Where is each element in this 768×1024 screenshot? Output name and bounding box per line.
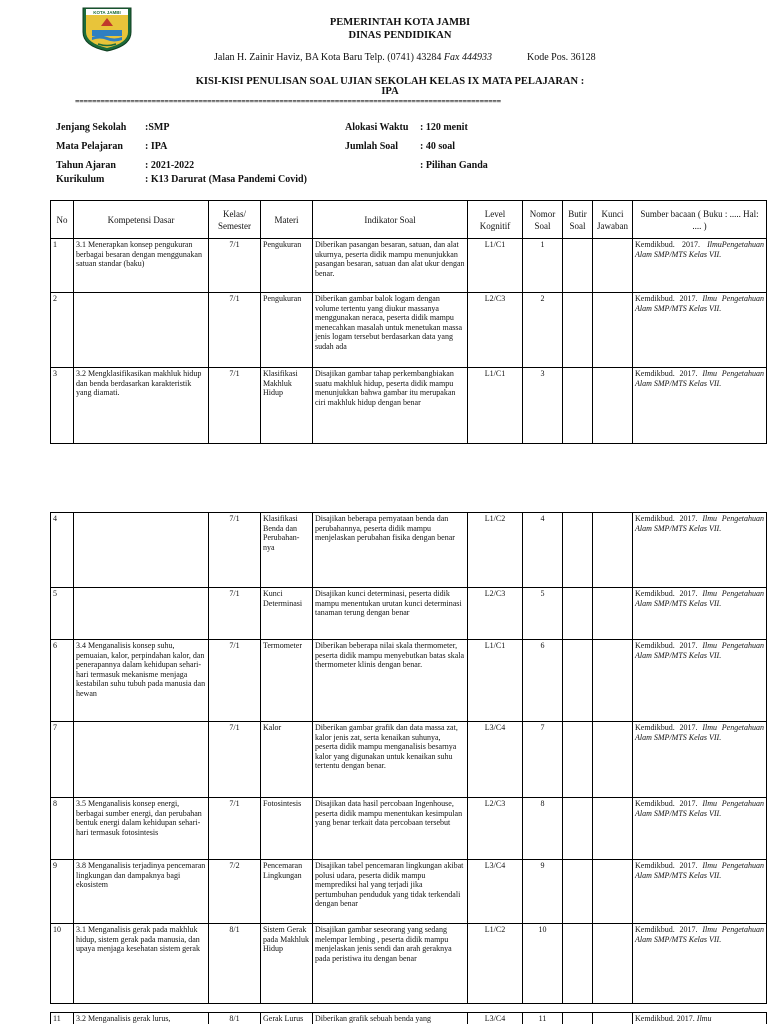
cell-level: L2/C3 [468,293,523,368]
sumber-publisher: Kemdikbud. 2017. [635,240,700,249]
cell-kompetensi [74,293,209,368]
cell-nomor: 2 [523,293,563,368]
cell-butir [563,239,593,293]
cell-materi: Gerak Lurus [261,1013,313,1024]
cell-kompetensi: 3.8 Menganalisis terjadinya pencemaran lingkungan dan dampaknya bagi ekosistem [74,860,209,924]
cell-level: L1/C2 [468,924,523,1004]
table-row [51,293,767,368]
header-sumber: Sumber bacaan ( Buku : ..... Hal: .... ) [633,201,767,239]
cell-indikator: Disajikan tabel pencemaran lingkungan akibat polusi udara, peserta didik mampu memprediksi hal yang terjadi jika pertumbuhan penduduk yang tidak terkendali dengan benar [313,860,468,924]
cell-nomor: 4 [523,513,563,588]
header-butir: Butir Soal [563,201,593,239]
cell-indikator: Diberikan beberapa nilai skala thermometer, peserta didik mampu menyebutkan batas skala thermometer klinis dengan benar. [313,640,468,722]
table-row [51,640,767,722]
cell-no: 10 [51,924,74,1004]
cell-nomor: 10 [523,924,563,1004]
cell-no: 5 [51,588,74,640]
table-row [51,588,767,640]
cell-level: L3/C4 [468,1013,523,1024]
cell-sumber [633,640,767,722]
kisi-table-1 [50,200,767,444]
document-title: KISI-KISI PENULISAN SOAL UJIAN SEKOLAH KELAS IX MATA PELAJARAN : [195,76,585,87]
jenjang-value: :SMP [145,122,170,133]
cell-sumber [633,722,767,798]
table-row [51,513,767,588]
cell-level: L2/C3 [468,588,523,640]
address-line [214,52,492,63]
cell-indikator: Disajikan gambar seseorang yang sedang melempar lembing , peserta didik mampu menjelaskan jenis sendi dan arah geraknya pada peristiwa itu dengan benar [313,924,468,1004]
postal-code: Kode Pos. 36128 [527,52,596,63]
cell-kelas: 7/2 [209,860,261,924]
table-row [51,239,767,293]
fax-label: Fax [443,52,460,63]
department-name: DINAS PENDIDIKAN [348,30,452,41]
cell-level: L1/C1 [468,640,523,722]
cell-no: 4 [51,513,74,588]
cell-sumber [633,513,767,588]
jenjang-label: Jenjang Sekolah [56,122,127,133]
cell-level: L1/C1 [468,368,523,444]
cell-materi: Pencemaran Lingkungan [261,860,313,924]
mapel-label: Mata Pelajaran [56,141,123,152]
cell-materi: Kunci Determinasi [261,588,313,640]
mapel-value: : IPA [145,141,168,152]
cell-no: 8 [51,798,74,860]
cell-kompetensi: 3.4 Menganalisis konsep suhu, pemuaian, kalor, perpindahan kalor, dan penerapannya dalam kehidupan sehari-hari termasuk mekanisme menjaga kestabilan suhu tubuh pada manusia dan hewan [74,640,209,722]
sumber-publisher: Kemdikbud. 2017. [635,589,698,598]
cell-materi: Pengukuran [261,293,313,368]
header-kunci: Kunci Jawaban [593,201,633,239]
cell-materi: Kalor [261,722,313,798]
sumber-publisher: Kemdikbud. 2017. [635,294,698,303]
cell-kunci [593,513,633,588]
cell-butir [563,798,593,860]
cell-kelas: 7/1 [209,368,261,444]
cell-kunci [593,640,633,722]
svg-text:KOTA JAMBI: KOTA JAMBI [93,10,121,15]
sumber-publisher: Kemdikbud. 2017. [635,861,698,870]
sumber-title: Ilmu Pengetahuan Alam SMP/MTS Kelas VII. [635,514,764,533]
sumber-publisher: Kemdikbud. 2017. [635,514,698,523]
cell-butir [563,924,593,1004]
cell-nomor: 8 [523,798,563,860]
cell-butir [563,513,593,588]
cell-sumber [633,368,767,444]
cell-nomor: 1 [523,239,563,293]
cell-nomor: 6 [523,640,563,722]
table-row [51,860,767,924]
cell-sumber [633,588,767,640]
cell-level: L1/C2 [468,513,523,588]
jumlah-label: Jumlah Soal [345,141,399,152]
cell-materi: Pengukuran [261,239,313,293]
header-materi: Materi [261,201,313,239]
sumber-title: Ilmu Pengetahuan Alam SMP/MTS Kelas VII. [635,294,764,313]
cell-sumber [633,860,767,924]
cell-no: 2 [51,293,74,368]
separator-rule: ==================================================================================================== [75,97,501,106]
sumber-title: Ilmu Pengetahuan Alam SMP/MTS Kelas VII. [635,925,764,944]
cell-level: L1/C1 [468,239,523,293]
cell-butir [563,368,593,444]
fax-number: 444933 [461,52,492,63]
header-level: Level Kognitif [468,201,523,239]
cell-nomor: 9 [523,860,563,924]
header-no: No [51,201,74,239]
cell-level: L3/C4 [468,860,523,924]
kurikulum-value: : K13 Darurat (Masa Pandemi Covid) [145,174,307,185]
cell-kelas: 7/1 [209,588,261,640]
sumber-publisher: Kemdikbud. 2017. [635,1014,695,1023]
header-kelas: Kelas/ Semester [209,201,261,239]
cell-kompetensi [74,722,209,798]
jumlah-value: : 40 soal [420,141,455,152]
cell-kompetensi: 3.2 Mengklasifikasikan makhluk hidup dan benda berdasarkan karakteristik yang diamati. [74,368,209,444]
cell-materi: Fotosintesis [261,798,313,860]
sumber-publisher: Kemdikbud. 2017. [635,799,698,808]
cell-indikator: Disajikan data hasil percobaan Ingenhouse, peserta didik mampu menentukan kesimpulan yang benar terkait data percobaan tersebut [313,798,468,860]
table-row [51,924,767,1004]
cell-no: 3 [51,368,74,444]
document-subject: IPA [381,86,399,97]
cell-materi: Termometer [261,640,313,722]
table-row [51,722,767,798]
cell-sumber [633,293,767,368]
cell-kunci [593,368,633,444]
kisi-table-3 [50,1012,767,1024]
cell-butir [563,1013,593,1024]
cell-butir [563,293,593,368]
cell-nomor: 3 [523,368,563,444]
sumber-publisher: Kemdikbud. 2017. [635,723,698,732]
cell-butir [563,722,593,798]
sumber-title: IlmuPengetahuan Alam SMP/MTS Kelas VII. [635,240,764,259]
cell-indikator: Diberikan grafik sebuah benda yang [313,1013,468,1024]
sumber-title: Ilmu Pengetahuan Alam SMP/MTS Kelas VII. [635,589,764,608]
cell-kelas: 7/1 [209,798,261,860]
cell-kunci [593,293,633,368]
header-indikator: Indikator Soal [313,201,468,239]
cell-kunci [593,924,633,1004]
cell-no: 6 [51,640,74,722]
address-text: Jalan H. Zainir Haviz, BA Kota Baru Telp. (0741) 43284 [214,52,442,63]
cell-no: 1 [51,239,74,293]
cell-kunci [593,1013,633,1024]
kota-jambi-logo [80,6,134,52]
cell-kompetensi: 3.2 Menganalisis gerak lurus, [74,1013,209,1024]
cell-materi: Klasifikasi Makhluk Hidup [261,368,313,444]
table-row [51,1013,767,1024]
cell-indikator: Diberikan gambar grafik dan data massa zat, kalor jenis zat, serta kenaikan suhunya, peserta didik mampu menganalisis besarnya kalor yang digunakan untuk kenaikan suhu tertentu dengan benar. [313,722,468,798]
cell-sumber [633,1013,767,1024]
waktu-label: Alokasi Waktu [345,122,409,133]
cell-indikator: Diberikan gambar balok logam dengan volume tertentu yang diukur massanya menggunakan neraca, peserta didik mampu menecahkan masalah untuk menetukan massa jenis logam tersebut berdasarkan data yang sudah ada [313,293,468,368]
header-nomor: Nomor Soal [523,201,563,239]
cell-kompetensi [74,588,209,640]
cell-no: 9 [51,860,74,924]
cell-kelas: 7/1 [209,513,261,588]
header-kompetensi: Kompetensi Dasar [74,201,209,239]
cell-indikator: Disajikan gambar tahap perkembangbiakan suatu makhluk hidup, peserta didik mampu menunjukkan bahwa gambar itu merupakan ciri makhluk hidup dengan benar [313,368,468,444]
cell-indikator: Disajikan beberapa pernyataan benda dan perubahannya, peserta didik mampu menjelaskan perubahan fisika dengan benar [313,513,468,588]
waktu-value: : 120 menit [420,122,468,133]
sumber-publisher: Kemdikbud. 2017. [635,925,698,934]
cell-materi: Sistem Gerak pada Makhluk Hidup [261,924,313,1004]
cell-kompetensi: 3.5 Menganalisis konsep energi, berbagai sumber energi, dan perubahan bentuk energi dalam kehidupan sehari-hari termasuk fotosintesis [74,798,209,860]
cell-sumber [633,798,767,860]
sumber-title: Ilmu Pengetahuan Alam SMP/MTS Kelas VII. [635,369,764,388]
kisi-table-2 [50,512,767,1004]
cell-butir [563,588,593,640]
cell-materi: Klasifikasi Benda dan Perubahan-nya [261,513,313,588]
sumber-title: Ilmu Pengetahuan Alam SMP/MTS Kelas VII. [635,799,764,818]
cell-kunci [593,588,633,640]
cell-kunci [593,798,633,860]
cell-butir [563,640,593,722]
sumber-publisher: Kemdikbud. 2017. [635,641,698,650]
table-row [51,798,767,860]
table-row [51,368,767,444]
cell-no: 7 [51,722,74,798]
cell-kunci [593,722,633,798]
cell-nomor: 5 [523,588,563,640]
cell-sumber [633,239,767,293]
cell-kompetensi: 3.1 Menerapkan konsep pengukuran berbagai besaran dengan menggunakan satuan standar (baku) [74,239,209,293]
cell-kelas: 7/1 [209,640,261,722]
cell-kompetensi: 3.1 Menganalisis gerak pada makhluk hidup, sistem gerak pada manusia, dan upaya menjaga kesehatan sistem gerak [74,924,209,1004]
sumber-title: Ilmu [696,1014,712,1023]
sumber-title: Ilmu Pengetahuan Alam SMP/MTS Kelas VII. [635,641,764,660]
cell-level: L2/C3 [468,798,523,860]
table-3-clip [0,1012,768,1024]
cell-nomor: 11 [523,1013,563,1024]
cell-level: L3/C4 [468,722,523,798]
tahun-value: : 2021-2022 [145,160,195,171]
sumber-publisher: Kemdikbud. 2017. [635,369,698,378]
cell-kelas: 7/1 [209,722,261,798]
cell-kelas: 7/1 [209,239,261,293]
cell-kelas: 7/1 [209,293,261,368]
cell-kunci [593,239,633,293]
kurikulum-label: Kurikulum [56,174,105,185]
cell-indikator: Diberikan pasangan besaran, satuan, dan alat ukurnya, peserta didik mampu menunjukkan pasangan besaran, satuan dan alat ukur dengan benar. [313,239,468,293]
tahun-label: Tahun Ajaran [56,160,116,171]
cell-butir [563,860,593,924]
cell-kompetensi [74,513,209,588]
cell-no: 11 [51,1013,74,1024]
cell-indikator: Disajikan kunci determinasi, peserta didik mampu menentukan urutan kunci determinasi tanaman terung dengan benar [313,588,468,640]
cell-nomor: 7 [523,722,563,798]
cell-kelas: 8/1 [209,1013,261,1024]
sumber-title: Ilmu Pengetahuan Alam SMP/MTS Kelas VII. [635,861,764,880]
bentuk-value: : Pilihan Ganda [420,160,488,171]
sumber-title: Ilmu Pengetahuan Alam SMP/MTS Kelas VII. [635,723,764,742]
government-name: PEMERINTAH KOTA JAMBI [329,17,471,28]
cell-kunci [593,860,633,924]
cell-kelas: 8/1 [209,924,261,1004]
cell-sumber [633,924,767,1004]
